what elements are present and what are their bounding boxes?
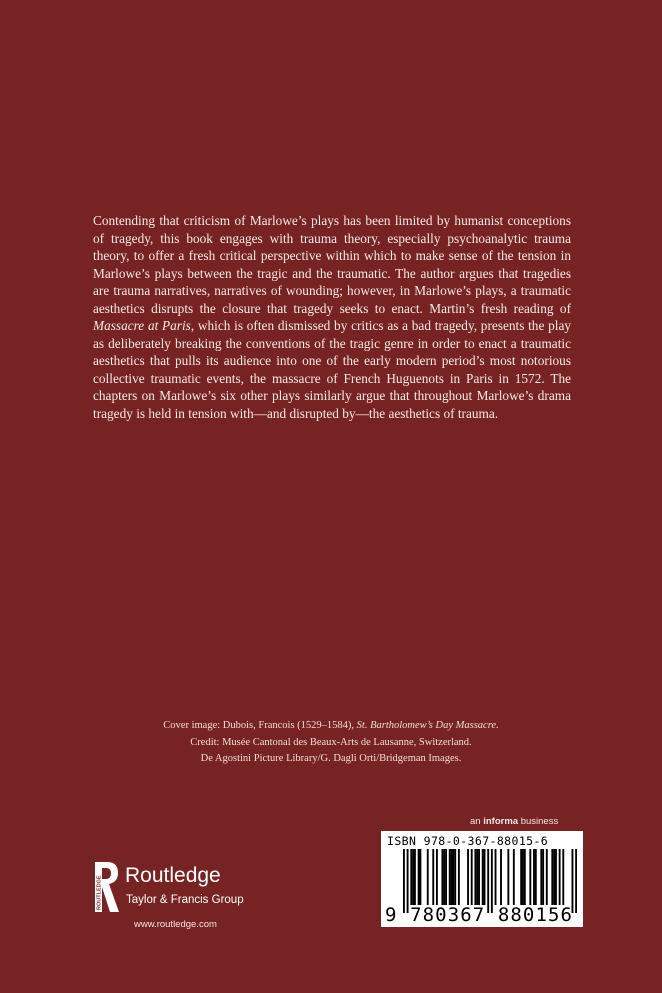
barcode-bar — [443, 849, 445, 905]
barcode-bar — [441, 849, 443, 905]
informa-prefix: an — [470, 816, 484, 827]
barcode-bar — [410, 849, 412, 905]
isbn-label: ISBN 978-0-367-88015-6 — [387, 834, 549, 848]
barcode-bar — [445, 849, 447, 905]
barcode-bar — [474, 849, 476, 905]
barcode-bar — [520, 849, 522, 905]
barcode-bar — [484, 849, 486, 905]
barcode-bar — [454, 849, 456, 905]
blurb-text-part2: , which is often dismissed by critics as a bad tragedy, presents the play as deliberately breaking the conventions of the tragic genre in order to enact a traumatic aesthetics that pulls its audience into one of the early modern period’s most notorious collective traumatic events, the massacre of French Huguenots in Paris in 1572. The chapters on Marlowe’s six other plays similarly argue that throughout Marlowe’s drama tragedy is held in tension with—and disrupted by—the aesthetics of trauma. — [93, 318, 571, 421]
barcode-bar — [418, 849, 420, 905]
credit-line-1 — [60, 718, 602, 735]
barcode-bar — [414, 849, 416, 905]
barcode-bar — [559, 849, 561, 905]
barcode-bar — [419, 849, 421, 905]
barcode-bar — [458, 849, 460, 905]
barcode-bar — [555, 849, 557, 905]
credit-line-2: Credit: Musée Cantonal des Beaux-Arts de Lausanne, Switzerland. — [190, 736, 472, 748]
barcode-bar — [471, 849, 473, 905]
barcode-bar — [575, 849, 577, 913]
logo-vertical-text: ROUTLEDGE — [96, 875, 103, 910]
barcode-bar — [427, 849, 429, 905]
credit-line-1-title: St. Bartholomew’s Day Massacre. — [356, 720, 499, 731]
barcode-bar — [529, 849, 531, 905]
barcode-bar — [451, 849, 453, 905]
barcode-bar — [546, 849, 548, 905]
barcode-bar — [495, 849, 497, 905]
barcode-bar — [436, 849, 438, 905]
barcode-bar — [513, 849, 515, 905]
cover-image-credits — [60, 718, 602, 768]
barcode-bar — [476, 849, 478, 905]
barcode-bar — [553, 849, 555, 905]
back-cover-blurb — [93, 212, 571, 422]
barcode-bar — [500, 849, 502, 905]
blurb-text-part1: Contending that criticism of Marlowe’s plays has been limited by humanist conceptions of tragedy, this book engages with trauma theory, especially psychoanalytic trauma theory, to offer a fresh critical perspective within which to make sense of the tension in Marlowe’s plays between the tragic and the traumatic. The author argues that tragedies are trauma narratives, narratives of wounding; however, in Marlowe’s plays, a traumatic aesthetics disrupts the closure that tragedy seeks to enact. Martin’s fresh reading of — [93, 213, 571, 316]
barcode-bar — [412, 849, 414, 905]
barcode-bar — [452, 849, 454, 905]
publisher-name: Routledge — [125, 864, 221, 887]
publisher-url: www.routledge.com — [134, 919, 217, 930]
blurb-play-title: Massacre at Paris — [93, 318, 191, 333]
barcode-bar — [478, 849, 480, 905]
credit-line-3: De Agostini Picture Library/G. Dagli Orti/Bridgeman Images. — [200, 753, 462, 764]
barcode-bar — [562, 849, 564, 905]
barcode-bar — [535, 849, 537, 905]
publisher-group: Taylor & Francis Group — [126, 894, 244, 906]
routledge-logo-icon — [92, 860, 122, 915]
barcode-bar — [551, 849, 553, 905]
informa-suffix: business — [518, 816, 559, 827]
barcode-bar — [522, 849, 524, 905]
informa-brand: informa — [483, 816, 519, 827]
ean-digits: 9 780367 880156 — [385, 904, 574, 926]
barcode-bar — [432, 849, 434, 905]
barcode-bar — [542, 849, 544, 905]
barcode-bar — [507, 849, 509, 905]
isbn-barcode — [381, 831, 583, 927]
barcode-bar — [449, 849, 451, 905]
barcode-bar — [533, 849, 535, 905]
barcode-bar — [524, 849, 526, 905]
barcode-bar — [540, 849, 542, 905]
barcode-bar — [467, 849, 469, 905]
informa-tagline — [470, 816, 558, 827]
barcode-bar — [482, 849, 484, 905]
credit-line-1-text: Cover image: Dubois, Francois (1529–1584), — [163, 720, 357, 731]
